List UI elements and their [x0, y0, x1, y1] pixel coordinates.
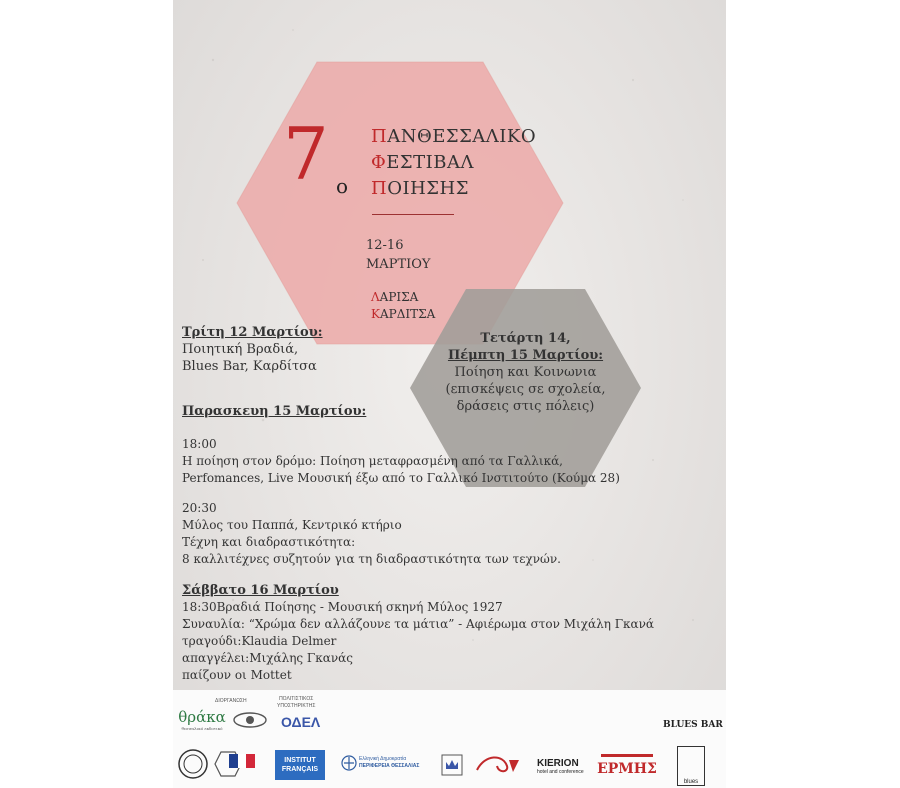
- greek-emblem-icon: [341, 754, 357, 772]
- wed-thu-line-2: (επισκέψεις σε σχολεία,: [445, 382, 606, 397]
- friday-line-5: 8 καλλιτέχνες συζητούν για τη διαδραστικότητα των τεχνών.: [182, 552, 561, 566]
- title-underline: [372, 214, 454, 215]
- event-saturday: [182, 582, 654, 684]
- dates-range: 12-16: [366, 238, 404, 253]
- saturday-line-5: παίζουν οι Mottet: [182, 668, 292, 682]
- festival-dates: [366, 236, 431, 274]
- saturday-line-2: Συναυλία: “Χρώμα δεν αλλάζουνε τα μάτια” - Αφιέρωμα στον Μιχάλη Γκανά: [182, 617, 655, 631]
- festival-cities: [371, 289, 435, 323]
- eye-logo: [231, 710, 269, 730]
- title-line-1: ΠΑΝΘΕΣΣΑΛΙΚΟ: [371, 126, 537, 147]
- dates-month: ΜΑΡΤΙΟΥ: [366, 257, 431, 272]
- saturday-line-3: τραγούδι:Klaudia Delmer: [182, 634, 337, 648]
- friday-block-1: [182, 436, 620, 487]
- edition-number: 7: [283, 112, 329, 196]
- festival-poster: [173, 0, 726, 788]
- swirl-logo: [473, 752, 525, 778]
- title-line-2: ΦΕΣΤΙΒΑΛ: [371, 152, 474, 173]
- wed-heading: Τετάρτη 14,: [480, 331, 571, 346]
- wed-thu-line-1: Ποίηση και Κοινωνια: [454, 365, 597, 380]
- edition-ordinal: ο: [336, 174, 349, 198]
- saturday-line-1: 18:30Βραδιά Ποίησης - Μουσική σκηνή Μύλος 1927: [182, 600, 503, 614]
- event-tuesday: [182, 324, 323, 375]
- tuesday-line-2: Blues Bar, Καρδίτσα: [182, 359, 317, 374]
- french-embassy-logo: [229, 754, 255, 768]
- circle-seal-logo: [177, 748, 209, 780]
- blues-bar-logo: BLUES BAR: [663, 720, 723, 730]
- friday-line-2: Perfomances, Live Μουσική έξω από το Γαλλικό Ινστιτούτο (Κούμα 28): [182, 471, 620, 485]
- event-wed-thu: [409, 330, 642, 415]
- organizer-label: ΔΙΟΡΓΑΝΩΣΗ: [215, 698, 247, 704]
- thraka-logo: θράκα θεσσαλικό εκδοτικό: [178, 708, 226, 731]
- friday-line-3: Μύλος του Παππά, Κεντρικό κτήριο: [182, 518, 402, 532]
- friday-line-4: Τέχνη και διαδραστικότητα:: [182, 535, 356, 549]
- wed-thu-line-3: δράσεις στις πόλεις): [456, 399, 595, 414]
- tuesday-heading: Τρίτη 12 Μαρτίου:: [182, 325, 323, 340]
- friday-time-1: 18:00: [182, 437, 217, 451]
- friday-block-2: [182, 500, 561, 568]
- periferia-thessalias-logo: Ελληνική Δημοκρατία ΠΕΡΙΦΕΡΕΙΑ ΘΕΣΣΑΛΙΑΣ: [359, 756, 420, 769]
- institut-francais-logo: INSTITUT FRANÇAIS: [275, 750, 325, 780]
- friday-line-1: Η ποίηση στον δρόμο: Ποίηση μεταφρασμένη από τα Γαλλικά,: [182, 454, 563, 468]
- thu-heading: Πέμπτη 15 Μαρτίου:: [447, 348, 604, 363]
- kierion-logo: KIERION hotel and conference: [537, 758, 584, 775]
- city-karditsa: ΚΑΡΔΙΤΣΑ: [371, 307, 436, 321]
- friday-time-2: 20:30: [182, 501, 217, 515]
- sponsors-strip: [173, 690, 726, 788]
- festival-title: [371, 124, 536, 202]
- blues-logo: blues: [677, 746, 705, 786]
- saturday-line-4: απαγγέλει:Μιχάλης Γκανάς: [182, 651, 353, 665]
- ermis-logo: ΕΡΜΗΣ: [601, 754, 653, 781]
- odel-logo: ΟΔΕΛ: [281, 714, 321, 730]
- saturday-heading: Σάββατο 16 Μαρτίου: [182, 583, 339, 598]
- title-line-3: ΠΟΙΗΣΗΣ: [371, 178, 469, 199]
- tuesday-line-1: Ποιητική Βραδιά,: [182, 342, 299, 357]
- crown-logo: [441, 754, 463, 776]
- support-label: ΠΟΛΙΤΙΣΤΙΚΟΣ ΥΠΟΣΤΗΡΙΚΤΗΣ: [277, 696, 316, 709]
- friday-heading: Παρασκευη 15 Μαρτίου:: [182, 404, 367, 419]
- city-larisa: ΛΑΡΙΣΑ: [371, 290, 419, 304]
